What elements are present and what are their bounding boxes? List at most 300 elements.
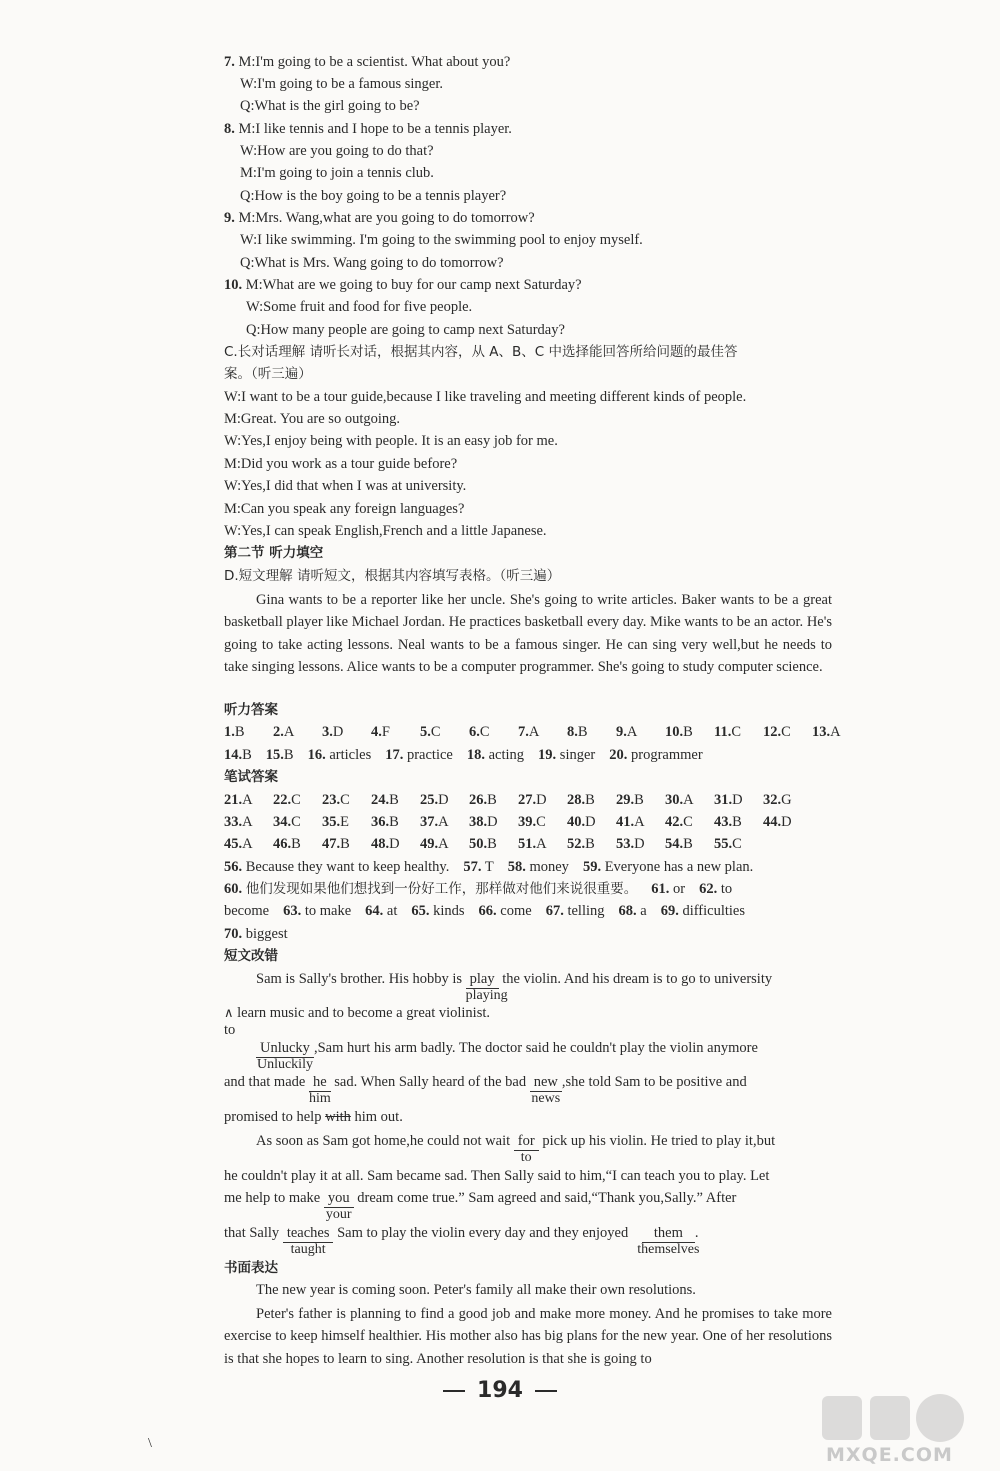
section-c-line: M:Did you work as a tour guide before? xyxy=(224,456,458,472)
answer-value: programmer xyxy=(630,747,703,763)
item-number: 59. xyxy=(582,859,602,875)
answer-value: A xyxy=(283,724,295,740)
answer-value: B xyxy=(487,792,497,808)
correction-line-6 xyxy=(256,1132,776,1165)
answer-item xyxy=(273,835,322,853)
item-number: 58. xyxy=(507,859,526,875)
listening-answers-heading: 听力答案 xyxy=(224,702,278,718)
answer-item xyxy=(714,791,763,809)
item-number: 14. xyxy=(224,747,243,763)
item-number: 46. xyxy=(273,836,292,852)
answer-value: D xyxy=(732,792,743,808)
answer-item xyxy=(763,791,812,809)
written-answers-row-6 xyxy=(224,902,759,920)
corrected-word: Unluckily xyxy=(256,1057,313,1072)
dialogue-9-q: Q:What is Mrs. Wang going to do tomorrow? xyxy=(240,255,504,271)
item-number: 26. xyxy=(469,792,488,808)
answer-item xyxy=(479,902,532,920)
item-number: 56. xyxy=(224,859,243,875)
original-word: Unlucky xyxy=(256,1039,314,1058)
answer-value: B xyxy=(242,747,252,763)
answer-value: A xyxy=(242,792,253,808)
corrected-word: your xyxy=(325,1207,352,1222)
dialogue-9-w: W:I like swimming. I'm going to the swimming pool to enjoy myself. xyxy=(240,232,643,248)
answer-value: C xyxy=(731,724,741,740)
answer-value: C xyxy=(291,792,301,808)
answer-item xyxy=(273,791,322,809)
answer-value: A xyxy=(242,814,253,830)
written-answers-row-5 xyxy=(224,880,746,898)
corrected-word: him xyxy=(308,1091,331,1106)
answer-value: A xyxy=(438,836,449,852)
item-number: 61. xyxy=(651,881,670,897)
dialogue-8-m2: M:I'm going to join a tennis club. xyxy=(240,165,434,181)
correction-edit xyxy=(514,1132,539,1165)
watermark-logo-icon xyxy=(818,1388,968,1448)
answer-item xyxy=(322,813,371,831)
answer-value: or xyxy=(673,881,686,897)
item-number: 38. xyxy=(469,814,488,830)
corrected-word: taught xyxy=(290,1242,326,1257)
answer-value: B xyxy=(732,814,742,830)
item-number: 40. xyxy=(567,814,586,830)
answer-item xyxy=(467,746,524,764)
dialogue-10-w: W:Some fruit and food for five people. xyxy=(246,299,473,315)
original-word: you xyxy=(324,1189,354,1208)
item-number: 65. xyxy=(411,903,430,919)
insert-caret-mark: ∧ xyxy=(224,1006,234,1021)
item-number: 31. xyxy=(714,792,733,808)
answer-value: A xyxy=(683,792,694,808)
correction-text: learn music and to become a great violinist. xyxy=(237,1005,491,1021)
correction-edit xyxy=(465,970,508,1003)
answer-value: A xyxy=(528,724,540,740)
answer-value: D xyxy=(438,792,449,808)
section-d-heading: D.短文理解 请听短文，根据其内容填写表格。（听三遍） xyxy=(224,568,561,584)
answer-value: kinds xyxy=(433,903,465,919)
item-number: 27. xyxy=(518,792,537,808)
correction-text: Sam to play the violin every day and they enjoyed xyxy=(337,1225,629,1241)
correction-text: sad. When Sally heard of the bad xyxy=(334,1074,527,1090)
answer-item xyxy=(371,791,420,809)
original-word: them xyxy=(642,1224,695,1243)
item-number: 2. xyxy=(273,724,284,740)
correction-text: As soon as Sam got home,he could not wait xyxy=(256,1133,511,1149)
page-number-text: 194 xyxy=(477,1378,523,1403)
answer-item xyxy=(763,813,812,831)
answer-value: practice xyxy=(406,747,453,763)
answer-item xyxy=(224,746,252,764)
item-number: 11. xyxy=(714,724,732,740)
answer-value: B xyxy=(487,836,497,852)
answer-item xyxy=(567,723,616,741)
correction-line-5 xyxy=(224,1108,403,1126)
corrected-word: playing xyxy=(465,988,508,1003)
written-answers-row-1 xyxy=(224,791,812,809)
watermark-text: MXQE.COM xyxy=(826,1444,953,1466)
answer-item xyxy=(616,791,665,809)
item-number: 18. xyxy=(466,747,485,763)
section-2-heading: 第二节 听力填空 xyxy=(224,545,324,561)
answer-value: Because they want to keep healthy. xyxy=(245,859,450,875)
answer-value: B xyxy=(234,724,245,740)
answer-value: B xyxy=(634,792,644,808)
dialogue-10-m xyxy=(224,276,582,294)
answer-value: B xyxy=(283,747,294,763)
correction-text: him out. xyxy=(354,1109,403,1125)
answer-value: articles xyxy=(329,747,372,763)
answer-item xyxy=(420,835,469,853)
correction-text: me help to make xyxy=(224,1190,321,1206)
correction-line-7: he couldn't play it at all. Sam became sad. Then Sally said to him,“I can teach you to play. Let xyxy=(224,1168,770,1184)
answer-value: D xyxy=(332,724,344,740)
correction-edit xyxy=(530,1073,562,1106)
item-number: 9. xyxy=(616,724,627,740)
original-word: play xyxy=(466,970,499,989)
correction-heading: 短文改错 xyxy=(224,948,278,964)
dialogue-7-q: Q:What is the girl going to be? xyxy=(240,98,420,114)
answer-value: D xyxy=(585,814,596,830)
answer-item xyxy=(665,791,714,809)
answer-item xyxy=(224,858,449,876)
answer-value: C xyxy=(683,814,693,830)
item-number: 6. xyxy=(469,724,480,740)
answer-item xyxy=(469,813,518,831)
answer-value: A xyxy=(438,814,449,830)
item-number: 37. xyxy=(420,814,439,830)
written-answers-row-3 xyxy=(224,835,763,853)
item-number: 49. xyxy=(420,836,439,852)
corrected-word: themselves xyxy=(637,1242,700,1257)
item-number: 51. xyxy=(518,836,537,852)
item-number: 43. xyxy=(714,814,733,830)
answer-value: C xyxy=(479,724,490,740)
item-number: 13. xyxy=(812,724,831,740)
item-number: 32. xyxy=(763,792,782,808)
dialogue-8-m xyxy=(224,120,512,138)
dialogue-line: M:I'm going to be a scientist. What about you? xyxy=(238,54,511,70)
item-number: 52. xyxy=(567,836,586,852)
dialogue-10-q: Q:How many people are going to camp next Saturday? xyxy=(246,322,565,338)
item-number: 55. xyxy=(714,836,733,852)
answer-value: B xyxy=(585,792,595,808)
answer-item xyxy=(714,813,763,831)
item-number: 10. xyxy=(224,277,243,293)
correction-insert-word: to xyxy=(224,1022,236,1038)
item-number: 66. xyxy=(478,903,497,919)
answer-value: to xyxy=(720,881,733,897)
answer-item xyxy=(308,746,372,764)
answer-value: D xyxy=(781,814,792,830)
section-c-line: W:Yes,I can speak English,French and a little Japanese. xyxy=(224,523,547,539)
item-number: 4. xyxy=(371,724,382,740)
listening-answers-row-2 xyxy=(224,746,717,764)
dialogue-line: M:What are we going to buy for our camp next Saturday? xyxy=(245,277,582,293)
correction-text: Sam is Sally's brother. His hobby is xyxy=(256,971,463,987)
item-number: 39. xyxy=(518,814,537,830)
answer-value: money xyxy=(529,859,569,875)
answer-value: at xyxy=(386,903,398,919)
item-number: 12. xyxy=(763,724,782,740)
answer-item xyxy=(699,880,732,898)
original-word: new xyxy=(530,1073,562,1092)
item-number: 45. xyxy=(224,836,243,852)
dialogue-7-m xyxy=(224,53,510,71)
answer-value: become xyxy=(224,903,270,919)
dialogue-8-w: W:How are you going to do that? xyxy=(240,143,434,159)
answer-value: A xyxy=(634,814,645,830)
answer-value: C xyxy=(536,814,546,830)
deleted-word: with xyxy=(325,1109,351,1125)
section-c-line: W:Yes,I did that when I was at university. xyxy=(224,478,467,494)
answer-item xyxy=(567,813,616,831)
answer-value: D xyxy=(389,836,400,852)
answer-value: G xyxy=(781,792,792,808)
correction-text: dream come true.” Sam agreed and said,“Thank you,Sally.” After xyxy=(357,1190,737,1206)
answer-item xyxy=(385,746,453,764)
item-number: 62. xyxy=(699,881,718,897)
item-number: 9. xyxy=(224,210,235,226)
original-word: he xyxy=(309,1073,331,1092)
answer-item xyxy=(665,813,714,831)
answer-value: C xyxy=(340,792,350,808)
item-number: 23. xyxy=(322,792,341,808)
item-number: 44. xyxy=(763,814,782,830)
original-word: for xyxy=(514,1132,539,1151)
answer-value: singer xyxy=(559,747,596,763)
answer-item xyxy=(665,835,714,853)
answer-value: A xyxy=(830,724,841,740)
answer-item xyxy=(463,858,493,876)
corrected-word: to xyxy=(520,1150,532,1165)
item-number: 57. xyxy=(463,859,482,875)
answer-item xyxy=(224,791,273,809)
correction-edit xyxy=(308,1073,331,1106)
correction-text: and that made xyxy=(224,1074,306,1090)
answer-value: telling xyxy=(567,903,605,919)
answer-item xyxy=(469,835,518,853)
item-number: 54. xyxy=(665,836,684,852)
written-answers-row-2 xyxy=(224,813,812,831)
item-number: 53. xyxy=(616,836,635,852)
answer-item xyxy=(365,902,397,920)
answer-item xyxy=(273,723,322,741)
answer-item xyxy=(371,723,420,741)
correction-text: ,she told Sam to be positive and xyxy=(561,1074,747,1090)
answer-item xyxy=(420,791,469,809)
item-number: 48. xyxy=(371,836,390,852)
correction-edit xyxy=(283,1224,334,1257)
correction-text: pick up his violin. He tried to play it,but xyxy=(542,1133,776,1149)
answer-item xyxy=(619,902,647,920)
answer-value: B xyxy=(683,724,693,740)
answer-item xyxy=(616,723,665,741)
item-number: 7. xyxy=(518,724,529,740)
answer-item xyxy=(609,746,702,764)
page-number-dash xyxy=(443,1390,465,1392)
answer-item xyxy=(322,835,371,853)
correction-text: the violin. And his dream is to go to university xyxy=(502,971,773,987)
answer-value: a xyxy=(640,903,647,919)
correction-line-1 xyxy=(256,970,773,1003)
section-d-passage: Gina wants to be a reporter like her uncle. She's going to write articles. Baker wants to be a great basketball player like Michael Jordan. He practices basketball every day. Mike wants to be an actor. He's going to take acting lessons. Neal wants to be a famous singer. He can sing very well,but he needs to take singing lessons. Alice wants to be a computer programmer. She's going to study computer science. xyxy=(224,592,832,676)
original-word: teaches xyxy=(283,1224,334,1243)
corrected-word: news xyxy=(531,1091,561,1106)
correction-text: promised to help xyxy=(224,1109,322,1125)
item-number: 21. xyxy=(224,792,243,808)
item-number: 8. xyxy=(224,121,235,137)
answer-item xyxy=(273,813,322,831)
answer-item xyxy=(812,723,861,741)
answer-item xyxy=(538,746,595,764)
item-number: 25. xyxy=(420,792,439,808)
answer-value: acting xyxy=(488,747,525,763)
item-number: 17. xyxy=(385,747,404,763)
correction-edit xyxy=(324,1189,354,1222)
answer-item xyxy=(420,723,469,741)
item-number: 34. xyxy=(273,814,292,830)
item-number: 16. xyxy=(307,747,326,763)
answer-item xyxy=(224,902,269,920)
section-c-line: W:I want to be a tour guide,because I like traveling and meeting different kinds of people. xyxy=(224,389,747,405)
answer-value: B xyxy=(291,836,301,852)
item-number: 41. xyxy=(616,814,635,830)
dialogue-line: M:Mrs. Wang,what are you going to do tomorrow? xyxy=(238,210,535,226)
item-number: 7. xyxy=(224,54,235,70)
correction-text: ,Sam hurt his arm badly. The doctor said he couldn't play the violin anymore xyxy=(313,1040,758,1056)
item-number: 30. xyxy=(665,792,684,808)
item-number: 50. xyxy=(469,836,488,852)
listening-answers-row-1 xyxy=(224,723,861,741)
answer-item xyxy=(583,858,753,876)
item-number: 5. xyxy=(420,724,431,740)
answer-item xyxy=(661,902,745,920)
writing-paragraph-2: Peter's father is planning to find a good job and make more money. And he promises to take more exercise to keep himself healthier. His mother also has big plans for the new year. One of her resolutions is that she hopes to learn to sing. Another resolution is that she is going to xyxy=(224,1306,832,1367)
answer-value: B xyxy=(389,792,399,808)
answer-item xyxy=(469,723,518,741)
answer-item xyxy=(411,902,464,920)
written-answers-heading: 笔试答案 xyxy=(224,769,278,785)
answer-item xyxy=(567,835,616,853)
answer-value: B xyxy=(585,836,595,852)
section-c-line: M:Great. You are so outgoing. xyxy=(224,411,401,427)
answer-item xyxy=(518,835,567,853)
answer-value: C xyxy=(291,814,301,830)
answer-value: A xyxy=(536,836,547,852)
answer-value: C xyxy=(781,724,791,740)
item-number: 64. xyxy=(365,903,384,919)
answer-value: T xyxy=(484,859,494,875)
answer-item xyxy=(518,791,567,809)
correction-line-9 xyxy=(224,1224,700,1257)
written-answers-row-7 xyxy=(224,925,302,943)
correction-text: that Sally xyxy=(224,1225,280,1241)
answer-item xyxy=(322,723,371,741)
answer-item xyxy=(518,723,567,741)
item-number: 33. xyxy=(224,814,243,830)
item-number: 63. xyxy=(283,903,302,919)
item-number: 15. xyxy=(265,747,284,763)
correction-text: . xyxy=(694,1225,699,1241)
answer-item xyxy=(763,723,812,741)
correction-edit xyxy=(637,1224,700,1257)
dialogue-8-q: Q:How is the boy going to be a tennis player? xyxy=(240,188,507,204)
item-number: 28. xyxy=(567,792,586,808)
item-number: 67. xyxy=(545,903,564,919)
item-number: 22. xyxy=(273,792,292,808)
answer-item xyxy=(371,835,420,853)
answer-value: come xyxy=(500,903,532,919)
answer-value: B xyxy=(683,836,693,852)
item-number: 10. xyxy=(665,724,684,740)
section-c-heading-cont: 案。（听三遍） xyxy=(224,366,312,382)
answer-value: A xyxy=(242,836,253,852)
answer-item xyxy=(224,925,288,943)
dialogue-9-m xyxy=(224,209,535,227)
answer-item xyxy=(224,723,273,741)
answer-item xyxy=(714,723,763,741)
answer-value: biggest xyxy=(245,926,288,942)
correction-edit xyxy=(256,1039,314,1072)
answer-value: to make xyxy=(304,903,352,919)
answer-value: C xyxy=(732,836,742,852)
answer-item xyxy=(266,746,294,764)
item-number: 42. xyxy=(665,814,684,830)
answer-item xyxy=(665,723,714,741)
answer-item xyxy=(616,813,665,831)
answer-item xyxy=(224,835,273,853)
corner-mark: \ xyxy=(148,1436,152,1451)
answer-item xyxy=(616,835,665,853)
dialogue-line: M:I like tennis and I hope to be a tennis player. xyxy=(238,121,512,137)
item-number: 35. xyxy=(322,814,341,830)
answer-value: E xyxy=(340,814,349,830)
item-number: 20. xyxy=(609,747,628,763)
answer-item xyxy=(371,813,420,831)
item-number: 70. xyxy=(224,926,243,942)
answer-item xyxy=(714,835,763,853)
answer-value: A xyxy=(626,724,638,740)
answer-value: B xyxy=(340,836,350,852)
item-number: 36. xyxy=(371,814,390,830)
item-number: 24. xyxy=(371,792,390,808)
item-number: 68. xyxy=(618,903,637,919)
answer-item xyxy=(224,813,273,831)
answer-value: D xyxy=(487,814,498,830)
answer-value: B xyxy=(389,814,399,830)
answer-item xyxy=(283,902,351,920)
item-number: 29. xyxy=(616,792,635,808)
correction-line-3 xyxy=(256,1039,758,1072)
item-number: 1. xyxy=(224,724,235,740)
answer-item xyxy=(567,791,616,809)
writing-heading: 书面表达 xyxy=(224,1260,278,1276)
item-number: 69. xyxy=(660,903,679,919)
item-number: 3. xyxy=(322,724,333,740)
written-answers-row-4 xyxy=(224,858,767,876)
section-c-line: M:Can you speak any foreign languages? xyxy=(224,501,465,517)
answer-value: B xyxy=(577,724,588,740)
answer-item xyxy=(469,791,518,809)
answer-value: Everyone has a new plan. xyxy=(604,859,754,875)
item-number: 8. xyxy=(567,724,578,740)
answer-value: 他们发现如果他们想找到一份好工作，那样做对他们来说很重要。 xyxy=(245,881,638,897)
answer-value: difficulties xyxy=(682,903,746,919)
answer-item xyxy=(322,791,371,809)
item-number: 19. xyxy=(538,747,557,763)
answer-item xyxy=(420,813,469,831)
correction-line-2 xyxy=(224,1004,490,1023)
